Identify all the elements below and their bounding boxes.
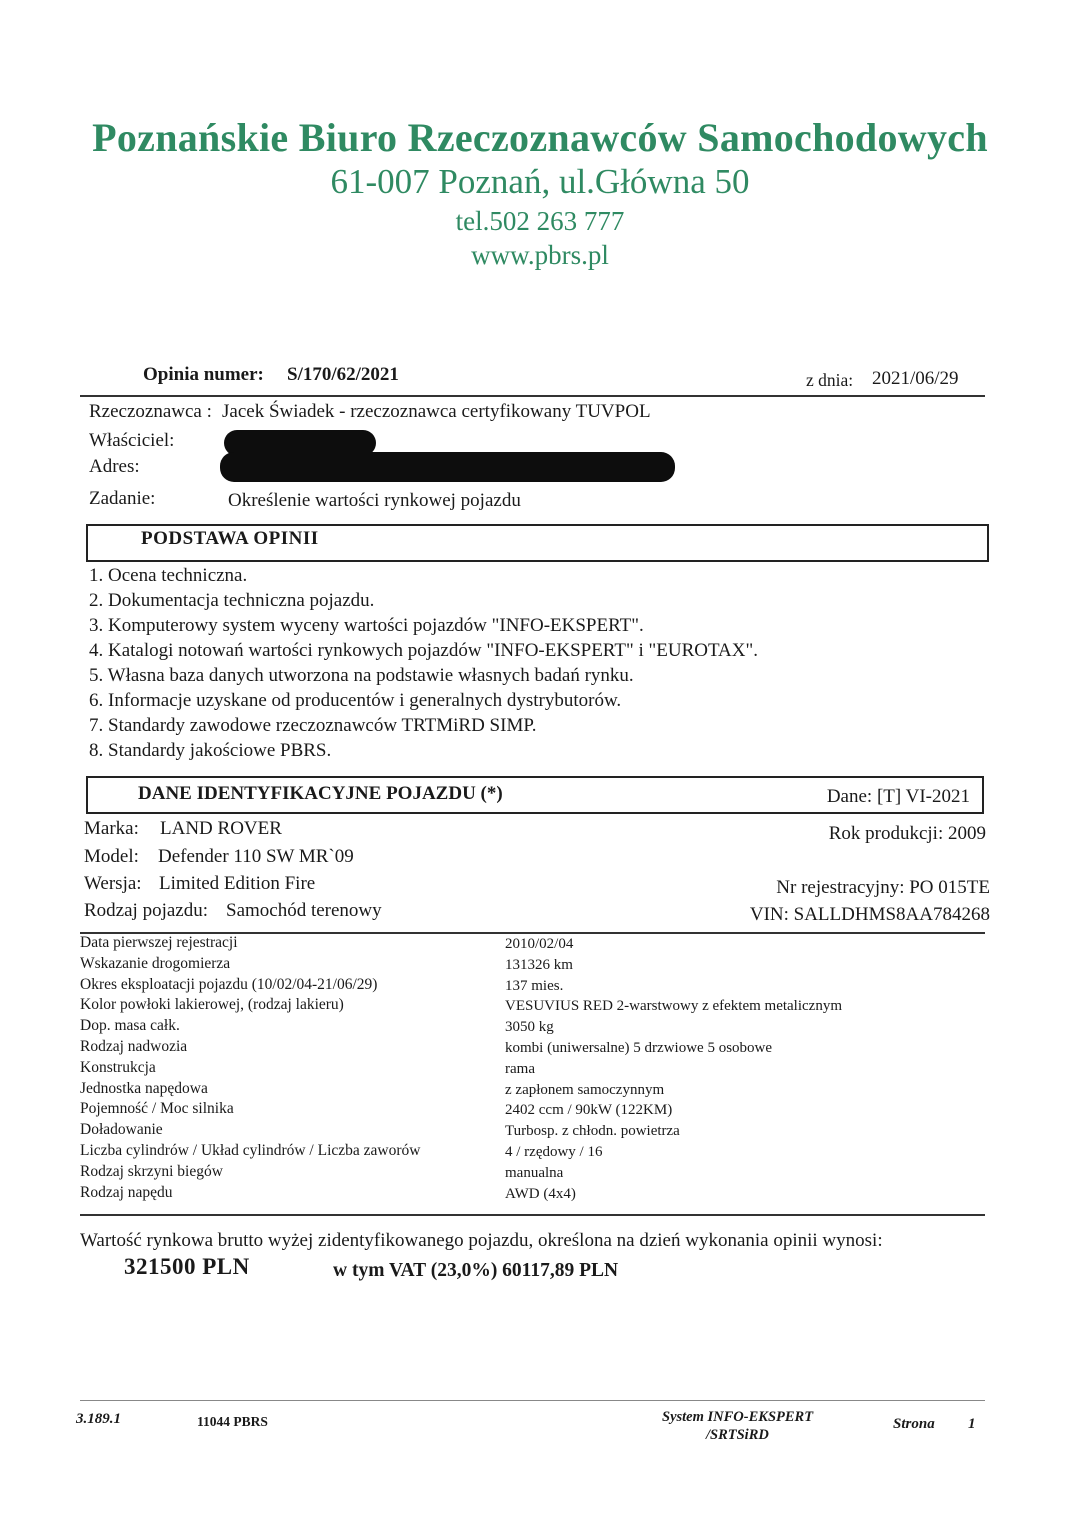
spec-row — [80, 996, 985, 1017]
model-label: Model: — [84, 846, 139, 867]
opinion-number-label: Opinia numer: — [143, 364, 264, 385]
footer-divider — [80, 1400, 985, 1401]
company-website: www.pbrs.pl — [471, 240, 609, 270]
spec-label: Doładowanie — [80, 1121, 163, 1139]
spec-value: 4 / rzędowy / 16 — [505, 1143, 603, 1160]
footer-page-number: 1 — [968, 1416, 976, 1432]
valuation-amount: 321500 PLN — [124, 1254, 250, 1279]
spec-row — [80, 1184, 985, 1205]
version-value: Limited Edition Fire — [159, 873, 316, 894]
version-label: Wersja: — [84, 873, 142, 894]
spec-value: 2402 ccm / 90kW (122KM) — [505, 1102, 673, 1119]
task-value: Określenie wartości rynkowej pojazdu — [228, 490, 521, 511]
spec-label: Okres eksploatacji pojazdu (10/02/04-21/06/29) — [80, 975, 378, 993]
specs-table — [80, 934, 985, 1204]
divider — [80, 395, 985, 397]
spec-label: Liczba cylindrów / Układ cylindrów / Liczba zaworów — [80, 1141, 421, 1159]
spec-row — [80, 1038, 985, 1059]
company-phone: tel.502 263 777 — [455, 206, 625, 236]
company-name: Poznańskie Biuro Rzeczoznawców Samochodowych — [92, 115, 988, 160]
spec-value: 137 mies. — [505, 977, 564, 994]
opinion-date-label: z dnia: — [806, 370, 854, 390]
spec-row — [80, 1121, 985, 1142]
spec-value: 131326 km — [505, 956, 573, 973]
model-value: Defender 110 SW MR`09 — [158, 846, 354, 867]
spec-value: 2010/02/04 — [505, 936, 574, 952]
basis-item: 2. Dokumentacja techniczna pojazdu. — [89, 590, 375, 611]
spec-label: Dop. masa całk. — [80, 1017, 180, 1035]
spec-label: Rodzaj skrzyni biegów — [80, 1162, 223, 1180]
basis-item: 6. Informacje uzyskane od producentów i generalnych dystrybutorów. — [89, 690, 622, 711]
spec-row — [80, 1017, 985, 1038]
opinion-date: 2021/06/29 — [872, 368, 959, 389]
footer-code: 11044 PBRS — [197, 1414, 268, 1429]
spec-row — [80, 976, 985, 997]
spec-value: 3050 kg — [505, 1019, 554, 1036]
spec-value: Turbosp. z chłodn. powietrza — [505, 1123, 680, 1140]
footer-page-label: Strona — [893, 1416, 935, 1432]
spec-value: manualna — [505, 1164, 564, 1181]
spec-label: Data pierwszej rejestracji — [80, 934, 238, 951]
basis-item: 4. Katalogi notowań wartości rynkowych pojazdów "INFO-EKSPERT" i "EUROTAX". — [89, 640, 758, 661]
expert-name: Jacek Świadek - rzeczoznawca certyfikowany TUVPOL — [222, 401, 651, 422]
spec-row — [80, 1059, 985, 1080]
valuation-statement: Wartość rynkowa brutto wyżej zidentyfikowanego pojazdu, określona na dzień wykonania opinii wynosi: — [80, 1230, 883, 1251]
basis-item: 5. Własna baza danych utworzona na podstawie własnych badań rynku. — [89, 665, 634, 686]
owner-label: Właściciel: — [89, 430, 175, 451]
spec-row — [80, 934, 985, 955]
basis-item: 8. Standardy jakościowe PBRS. — [89, 740, 332, 761]
spec-value: VESUVIUS RED 2-warstwowy z efektem metalicznym — [505, 998, 843, 1015]
address-redaction — [220, 452, 675, 482]
make-value: LAND ROVER — [160, 818, 282, 839]
spec-row — [80, 1163, 985, 1184]
footer-version: 3.189.1 — [76, 1411, 121, 1427]
divider — [80, 1214, 985, 1216]
spec-label: Jednostka napędowa — [80, 1079, 208, 1097]
make-label: Marka: — [84, 818, 139, 839]
registration-number: Nr rejestracyjny: PO 015TE — [776, 877, 990, 898]
basis-item: 7. Standardy zawodowe rzeczoznawców TRTMiRD SIMP. — [89, 715, 537, 736]
valuation-vat: w tym VAT (23,0%) 60117,89 PLN — [333, 1260, 619, 1281]
spec-row — [80, 1100, 985, 1121]
spec-row — [80, 955, 985, 976]
data-source: Dane: [T] VI-2021 — [826, 786, 970, 807]
spec-label: Kolor powłoki lakierowej, (rodzaj lakieru) — [80, 996, 344, 1014]
basis-title: PODSTAWA OPINII — [141, 528, 319, 549]
spec-value: kombi (uniwersalne) 5 drzwiowe 5 osobowe — [505, 1039, 773, 1056]
footer-system-line2: /SRTSiRD — [706, 1427, 769, 1443]
vehicle-type-value: Samochód terenowy — [226, 900, 382, 921]
spec-value: rama — [505, 1060, 535, 1077]
spec-label: Rodzaj nadwozia — [80, 1037, 188, 1055]
task-label: Zadanie: — [89, 488, 156, 509]
spec-label: Wskazanie drogomierza — [80, 954, 231, 972]
spec-row — [80, 1080, 985, 1101]
basis-item: 1. Ocena techniczna. — [89, 565, 248, 586]
spec-value: AWD (4x4) — [505, 1185, 576, 1202]
basis-item: 3. Komputerowy system wyceny wartości pojazdów "INFO-EKSPERT". — [89, 615, 644, 636]
spec-label: Pojemność / Moc silnika — [80, 1100, 234, 1118]
spec-row — [80, 1142, 985, 1163]
opinion-number: S/170/62/2021 — [287, 364, 399, 385]
vehicle-type-label: Rodzaj pojazdu: — [84, 900, 208, 921]
spec-label: Rodzaj napędu — [80, 1183, 173, 1201]
identification-title: DANE IDENTYFIKACYJNE POJAZDU (*) — [138, 783, 503, 804]
spec-label: Konstrukcja — [80, 1058, 156, 1076]
vin-number: VIN: SALLDHMS8AA784268 — [749, 904, 990, 925]
footer-system-line1: System INFO-EKSPERT — [662, 1409, 814, 1425]
address-label: Adres: — [89, 456, 140, 477]
spec-value: z zapłonem samoczynnym — [505, 1081, 665, 1098]
company-address: 61-007 Poznań, ul.Główna 50 — [330, 162, 750, 201]
expert-label: Rzeczoznawca : — [89, 401, 212, 422]
production-year: Rok produkcji: 2009 — [828, 823, 986, 844]
